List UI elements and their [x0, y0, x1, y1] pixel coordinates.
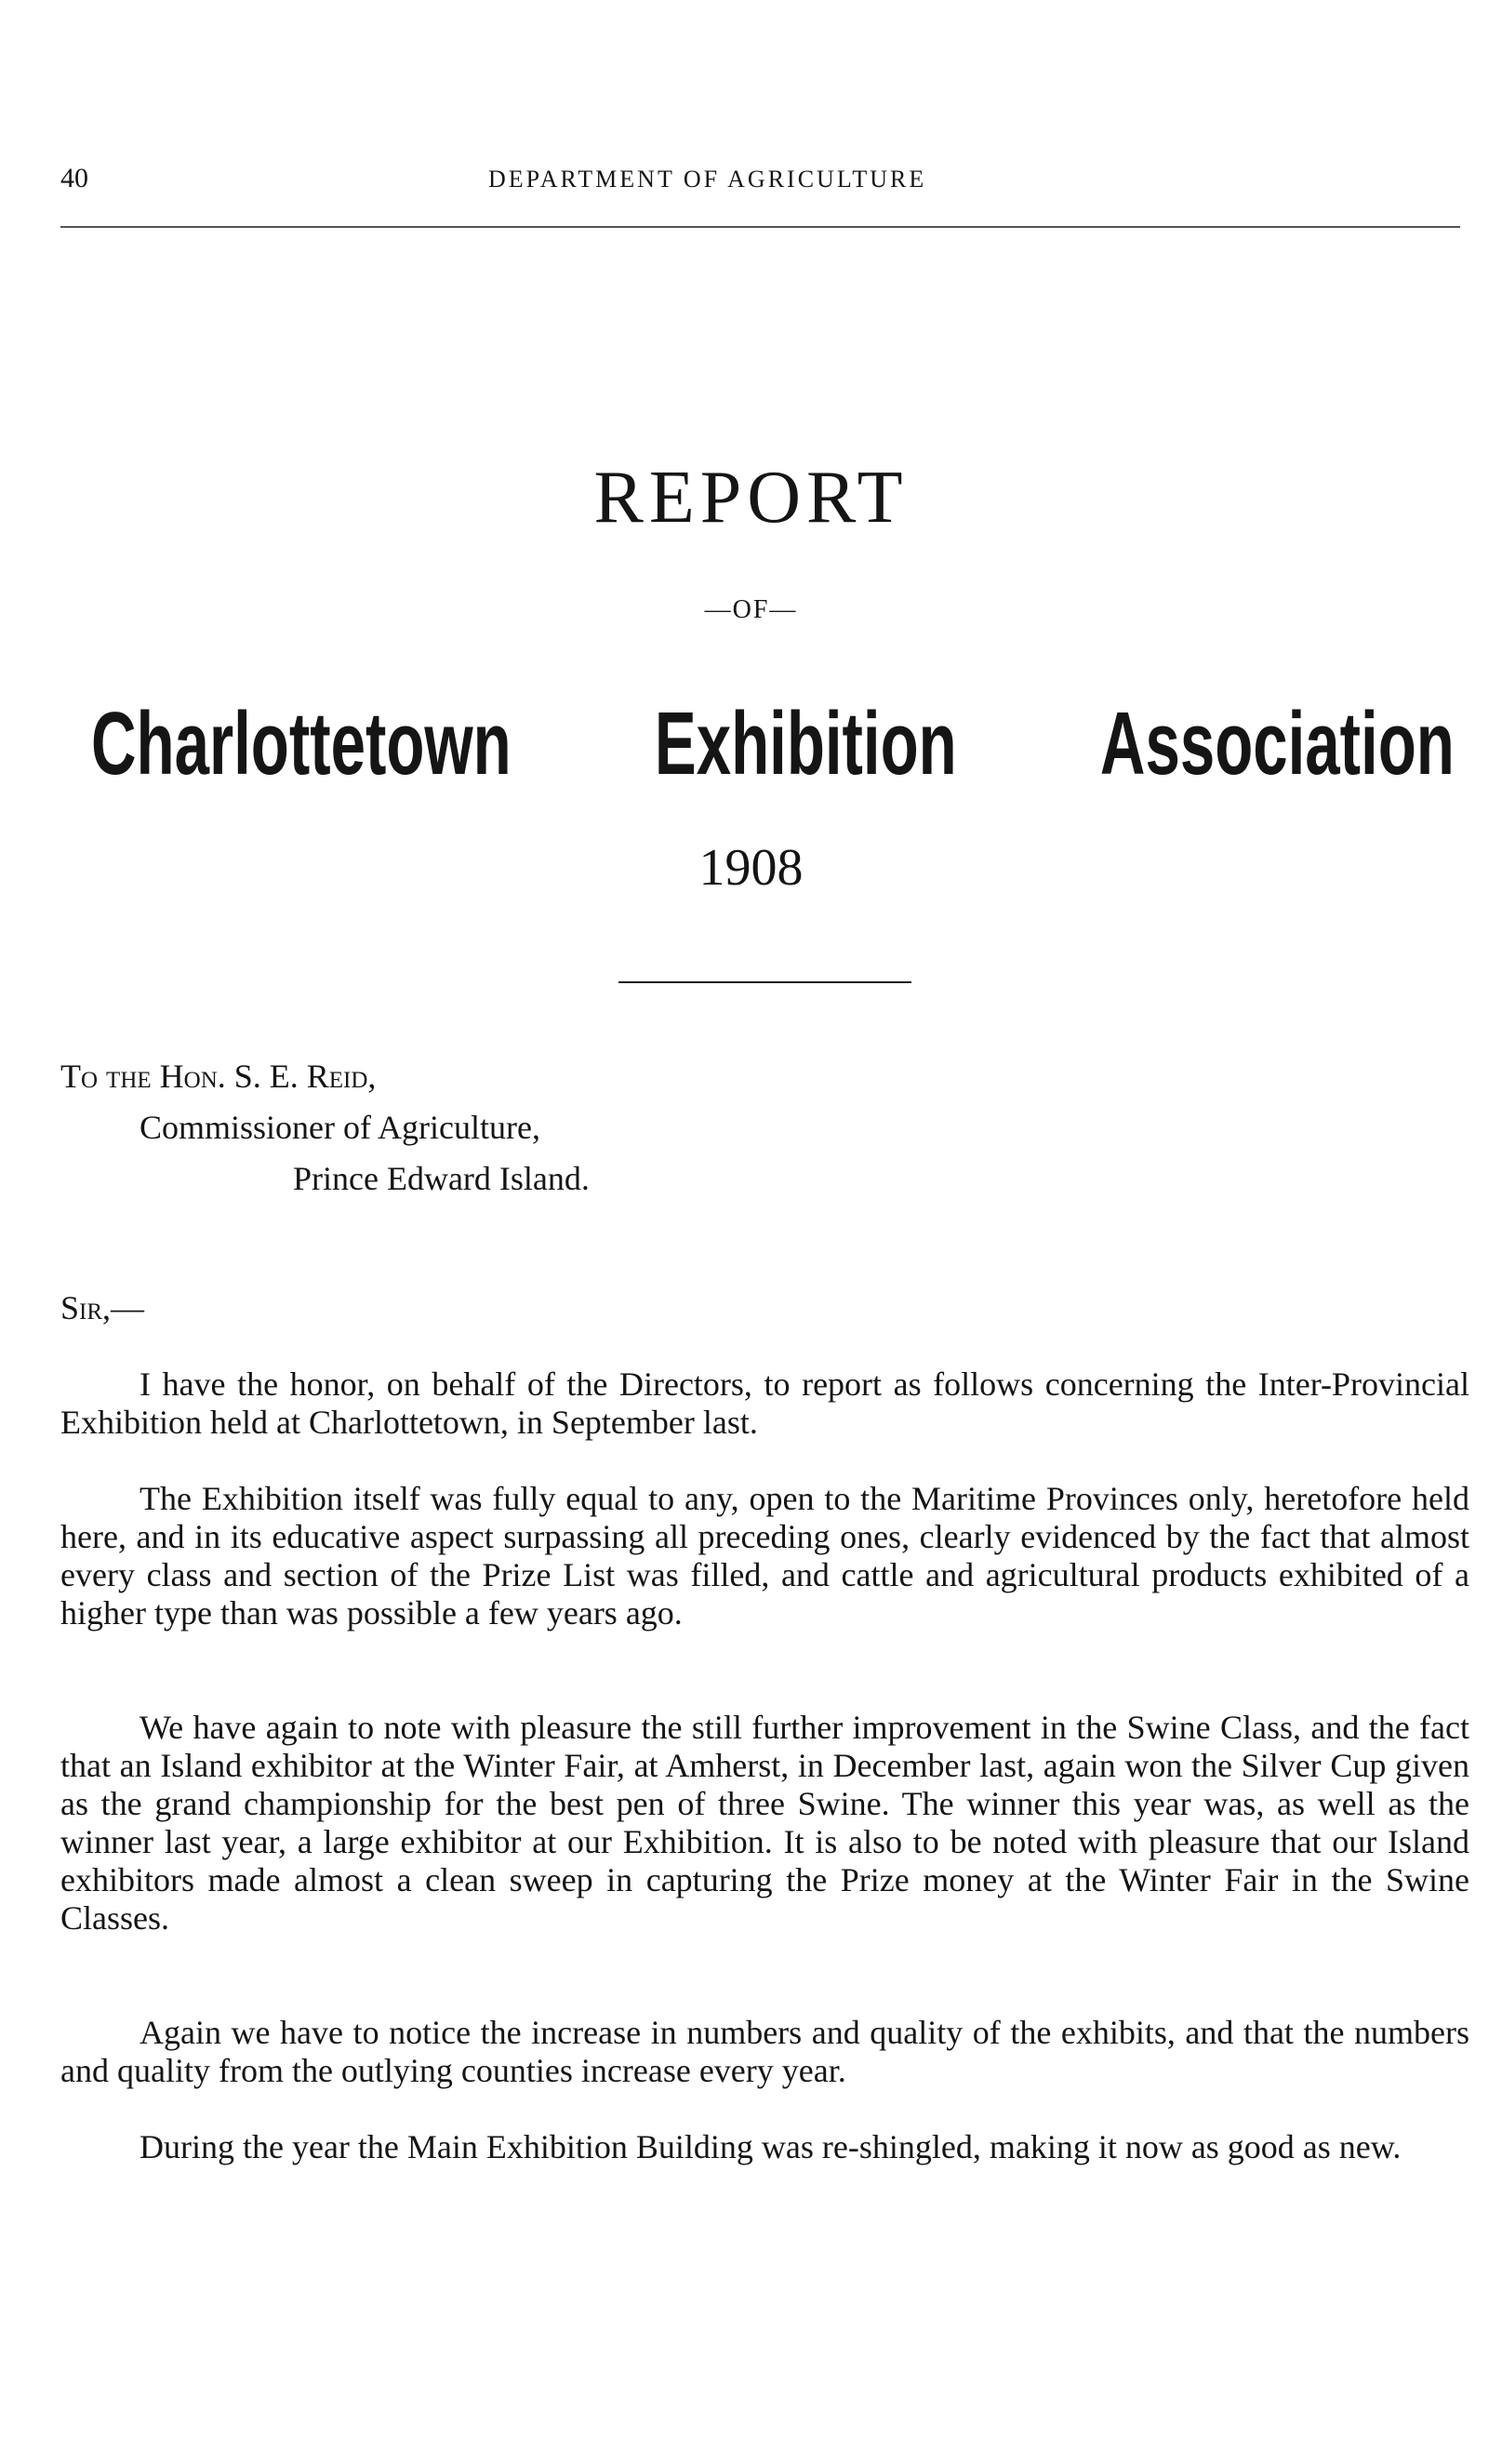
paragraph: The Exhibition itself was fully equal to any, open to the Maritime Provinces only, heretofore held here, and in its educative aspect surpassing all preceding ones, clearly evidenced by the fact that almost every class and section of the Prize List was filled, and cattle and agricultural products exhibited of a higher type than was possible a few years ago.	[60, 1480, 1469, 1632]
paragraph: During the year the Main Exhibition Building was re-shingled, making it now as good as new.	[140, 2128, 1402, 2165]
running-header	[60, 163, 1460, 204]
report-year: 1908	[698, 839, 804, 897]
paragraph: We have again to note with pleasure the still further improvement in the Swine Class, and the fact that an Island exhibitor at the Winter Fair, at Amherst, in December last, again won the Silver Cup given as the grand championship for the best pen of three Swine. The winner this year was, as well as the winner last year, a large exhibitor at our Exhibition. It is also to be noted with pleasure that our Island exhibitors made almost a clean sweep in capturing the Prize money at the Winter Fair in the Swine Classes.	[60, 1709, 1469, 1937]
address-recipient: To the Hon. S. E. Reid,	[60, 1058, 377, 1095]
association-title-word: Association	[1099, 694, 1455, 793]
of-line: —OF—	[704, 595, 798, 624]
header-rule	[60, 226, 1460, 228]
title-rule	[618, 981, 911, 983]
salutation: Sir,—	[60, 1289, 145, 1326]
report-heading: REPORT	[593, 457, 909, 539]
address-office: Commissioner of Agriculture,	[140, 1109, 540, 1146]
association-title-word: Exhibition	[654, 694, 957, 793]
page-number: 40	[60, 163, 88, 193]
running-title: DEPARTMENT OF AGRICULTURE	[488, 166, 927, 193]
association-title-word: Charlottetown	[91, 694, 512, 793]
paragraph: Again we have to notice the increase in numbers and quality of the exhibits, and that the numbers and quality from the outlying counties increase every year.	[60, 2014, 1469, 2089]
address-place: Prince Edward Island.	[293, 1160, 590, 1197]
association-title	[91, 694, 1455, 793]
paragraph: I have the honor, on behalf of the Directors, to report as follows concerning the Inter-Provincial Exhibition held at Charlottetown, in September last.	[60, 1365, 1469, 1441]
